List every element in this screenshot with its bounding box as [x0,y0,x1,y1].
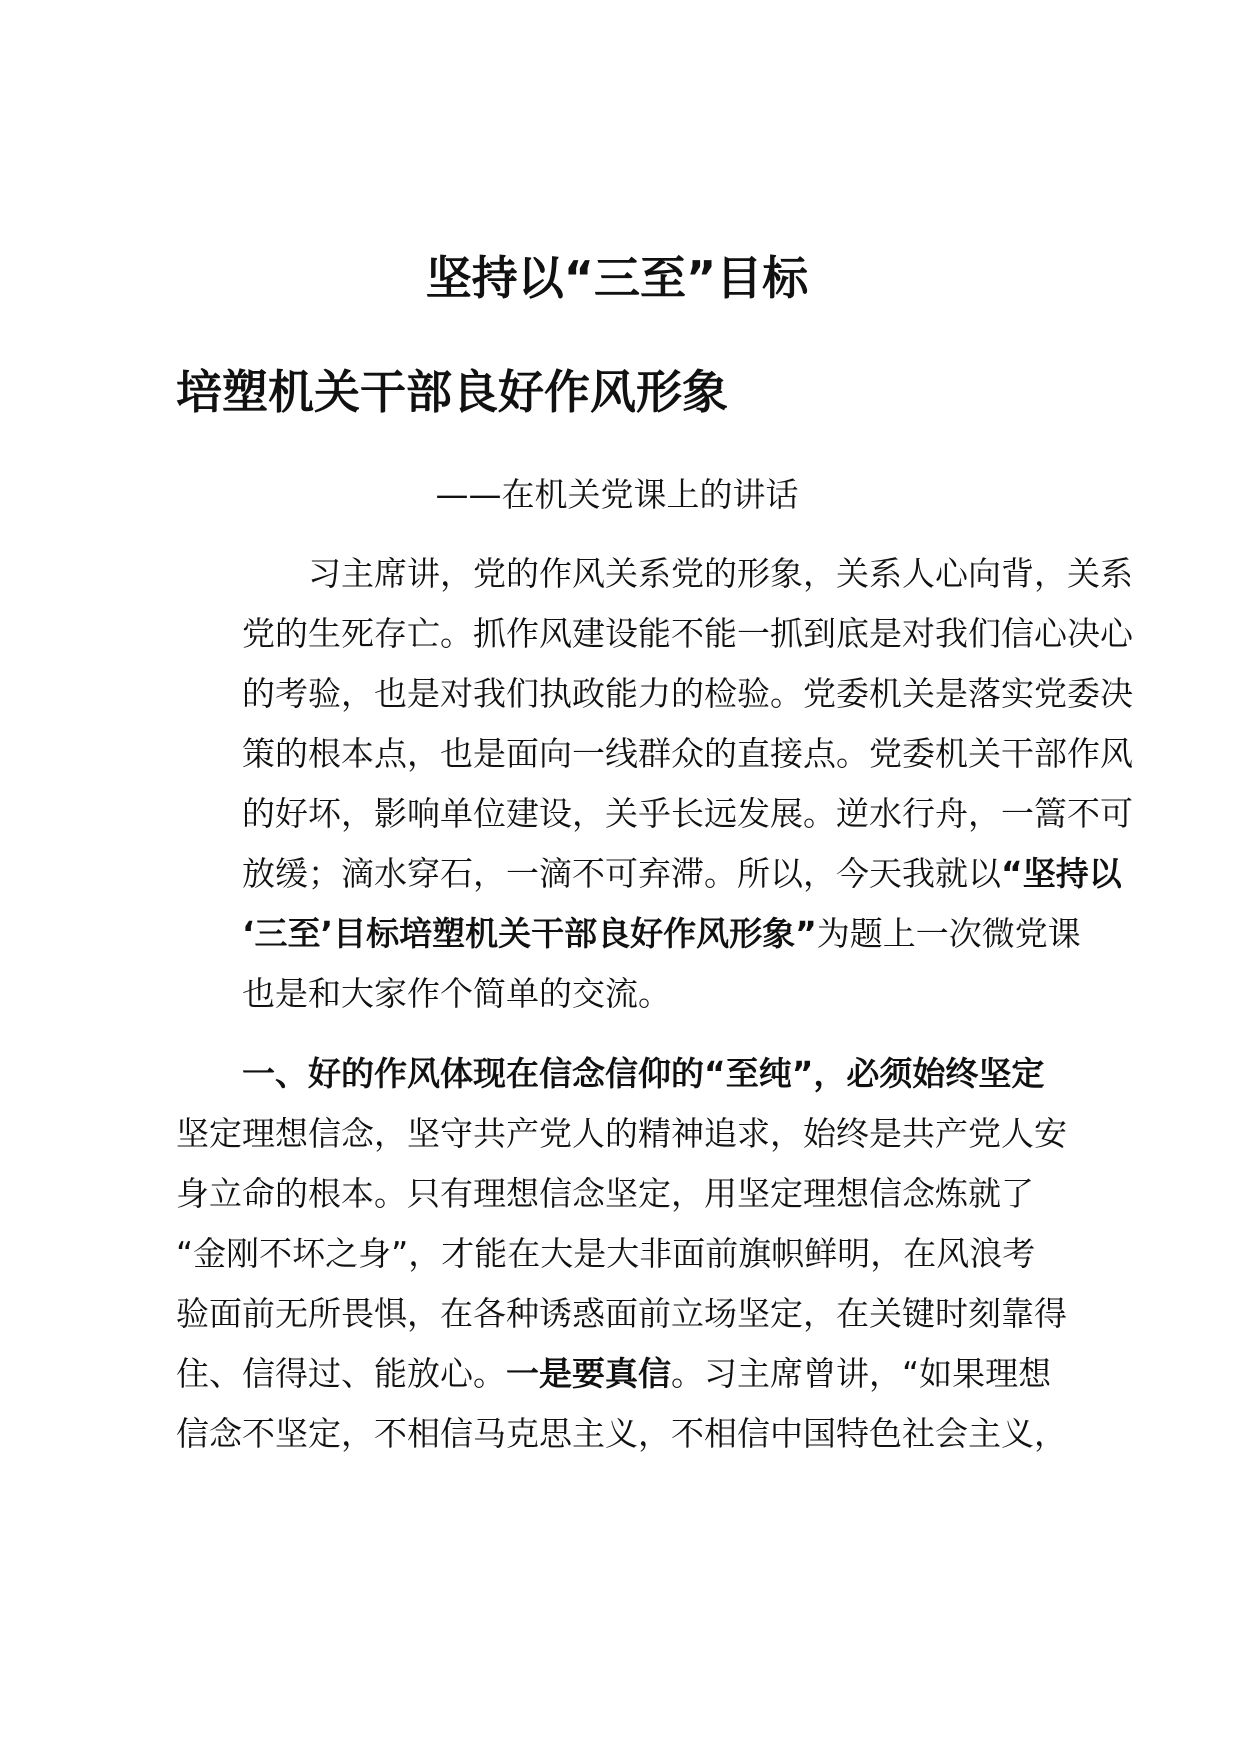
paragraph-line: 习主席讲，党的作风关系党的形象，关系人心向背，关系 [308,554,1133,593]
bold-text-run: ‘三至’目标培塑机关干部良好作风形象” [242,914,817,953]
text-run: 住、信得过、能放心。 [176,1354,506,1393]
paragraph-line: 信念不坚定，不相信马克思主义，不相信中国特色社会主义， [176,1414,1067,1453]
text-run: 放缓；滴水穿石，一滴不可弃滞。所以，今天我就以 [242,854,1001,893]
bold-text-run: “坚持以 [1001,854,1122,893]
paragraph-line: 的好坏，影响单位建设，关乎长远发展。逆水行舟，一篙不可 [242,794,1133,833]
paragraph-line: 坚定理想信念，坚守共产党人的精神追求，始终是共产党人安 [176,1114,1067,1153]
paragraph-intro [176,544,1133,1024]
paragraph-line: “金刚不坏之身”，才能在大是大非面前旗帜鲜明，在风浪考 [176,1234,1036,1273]
paragraph-line: 身立命的根本。只有理想信念坚定，用坚定理想信念炼就了 [176,1174,1034,1213]
paragraph-line: 党的生死存亡。抓作风建设能不能一抓到底是对我们信心决心 [242,614,1133,653]
paragraph-line [176,844,1122,904]
paragraph-line: 验面前无所畏惧，在各种诱惑面前立场坚定，在关键时刻靠得 [176,1294,1067,1333]
bold-text-run: 一是要真信 [506,1354,671,1393]
paragraph-line: 的考验，也是对我们执政能力的检验。党委机关是落实党委决 [242,674,1133,713]
document-subtitle: ——在机关党课上的讲话 [435,475,799,514]
paragraph-line: 也是和大家作个简单的交流。 [242,974,671,1013]
paragraph-line [176,904,1086,964]
document-title-line-2: 培塑机关干部良好作风形象 [176,365,728,419]
paragraph-line [176,1344,1086,1404]
text-run: 。习主席曾讲，“如果理想 [671,1354,1052,1393]
bold-text-run: 一、好的作风体现在信念信仰的“至纯”，必须始终坚定 [242,1054,1045,1093]
section-heading [176,1044,1086,1104]
text-run: 为题上一次微党课 [816,914,1081,953]
document-title-line-1: 坚持以“三至”目标 [425,251,809,305]
paragraph-section-one [176,1044,1086,1464]
paragraph-line: 策的根本点，也是面向一线群众的直接点。党委机关干部作风 [242,734,1133,773]
